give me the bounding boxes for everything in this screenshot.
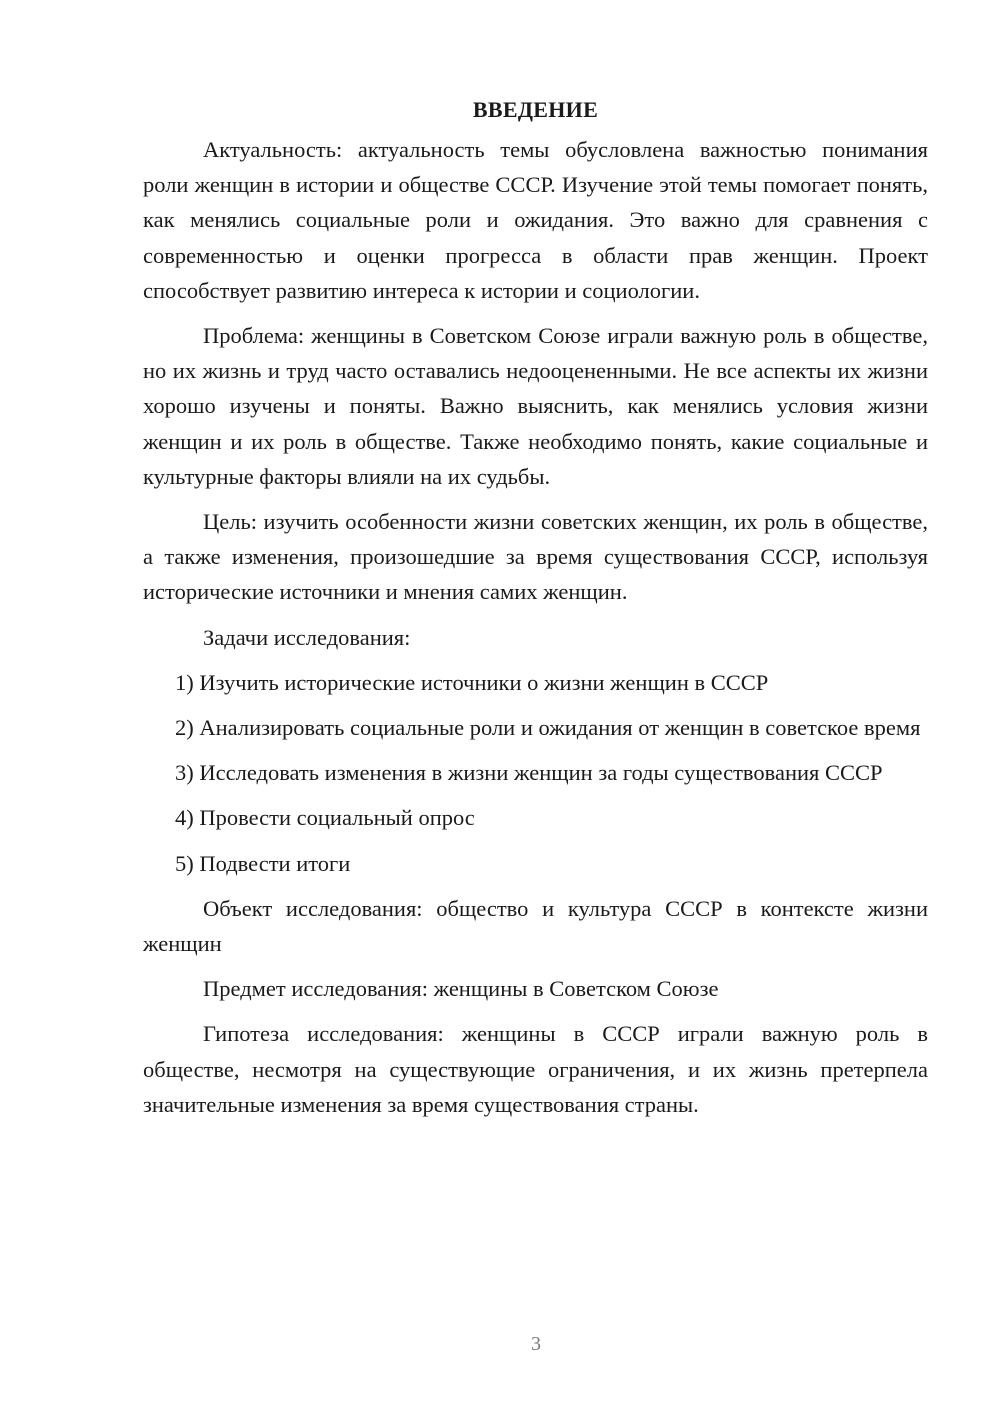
task-item: 5) Подвести итоги [175,850,351,876]
relevance-paragraph: Актуальность: актуальность темы обусловлена важностью понимания роли женщин в истории и обществе СССР. Изучение этой темы помогает понять, как менялись социальные роли и ожидания. Это важно для сравнения с современностью и оценки прогресса в области прав женщин. Проект способствует развитию интереса к истории и социологии. [143,137,928,303]
task-item: 3) Исследовать изменения в жизни женщин за годы существования СССР [175,760,883,786]
task-item: 2) Анализировать социальные роли и ожидания от женщин в советское время [175,715,921,741]
page-number: 3 [531,1333,541,1355]
goal-paragraph: Цель: изучить особенности жизни советских женщин, их роль в обществе, а также изменения, произошедшие за время существования СССР, используя исторические источники и мнения самих женщин. [143,509,928,605]
hypothesis-paragraph: Гипотеза исследования: женщины в СССР играли важную роль в обществе, несмотря на существующие ограничения, и их жизнь претерпела значительные изменения за время существования страны. [143,1021,928,1117]
subject-paragraph: Предмет исследования: женщины в Советском Союзе [203,976,719,1002]
document-page [143,92,928,1132]
task-item: 1) Изучить исторические источники о жизни женщин в СССР [175,669,769,695]
tasks-heading: Задачи исследования: [203,624,411,650]
object-paragraph: Объект исследования: общество и культура СССР в контексте жизни женщин [143,895,928,957]
section-title: ВВЕДЕНИЕ [472,97,599,122]
task-item: 4) Провести социальный опрос [175,805,475,831]
problem-paragraph: Проблема: женщины в Советском Союзе играли важную роль в обществе, но их жизнь и труд часто оставались недооцененными. Не все аспекты их жизни хорошо изучены и поняты. Важно выяснить, как менялись условия жизни женщин и их роль в обществе. Также необходимо понять, какие социальные и культурные факторы влияли на их судьбы. [143,323,928,489]
